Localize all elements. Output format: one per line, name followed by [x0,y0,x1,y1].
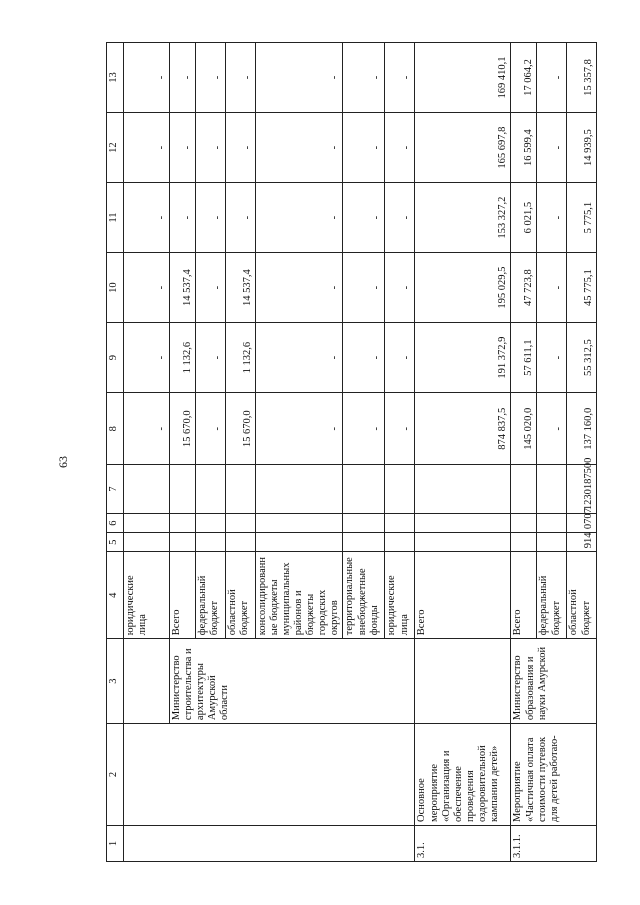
cell-value: - [226,113,256,183]
budget-table [106,42,597,862]
cell-value: - [385,43,415,113]
cell-value: - [196,113,226,183]
cell-grbs [170,533,196,552]
cell-value: 15 670,0 [226,393,256,465]
cell-source: федеральный бюджет [537,552,567,639]
cell-value: - [256,113,343,183]
cell-value: - [196,253,226,323]
cell-value: 5 775,1 [567,183,597,253]
page-number: 63 [56,456,70,468]
header-cell: 7 [107,465,124,514]
header-cell: 2 [107,724,124,826]
cell-value: 145 020,0 [511,393,537,465]
cell-value: - [343,113,385,183]
cell-rzpr [124,514,170,533]
cell-csr [537,465,567,514]
cell-value: - [124,393,170,465]
header-cell: 3 [107,639,124,724]
cell-executor: Министерство строительства и архитектуры Амурской области [170,639,415,724]
cell-grbs [343,533,385,552]
header-cell: 9 [107,323,124,393]
cell-source: юридические лица [124,552,170,639]
cell-value: 57 611,1 [511,323,537,393]
cell-value: 137 160,0 [567,393,597,465]
table-row [415,43,511,862]
cell-value: 191 372,9 [415,323,511,393]
cell-value: 153 327,2 [415,183,511,253]
cell-rzpr [343,514,385,533]
cell-grbs [196,533,226,552]
cell-value: - [226,43,256,113]
cell-rzpr [511,514,537,533]
cell-value: 15 670,0 [170,393,196,465]
cell-value: - [196,183,226,253]
cell-value: 14 537,4 [226,253,256,323]
cell-value: - [256,323,343,393]
table-row [124,43,170,862]
cell-number [124,825,415,861]
cell-value: - [385,393,415,465]
cell-value: - [385,323,415,393]
cell-source: территориальные внебюджетные фонды [343,552,385,639]
cell-source: областной бюджет [567,552,597,639]
cell-csr: 1230187500 [567,465,597,514]
cell-grbs [124,533,170,552]
cell-source: юридические лица [385,552,415,639]
cell-value: - [124,323,170,393]
cell-value: 17 064,2 [511,43,537,113]
cell-value: 55 312,5 [567,323,597,393]
cell-value: - [537,113,567,183]
cell-source: Всего [415,552,511,639]
cell-grbs [256,533,343,552]
cell-rzpr [415,514,511,533]
cell-value: - [537,253,567,323]
cell-value: 14 939,5 [567,113,597,183]
cell-value: 1 132,6 [170,323,196,393]
cell-csr [196,465,226,514]
cell-value: - [170,183,196,253]
cell-rzpr [226,514,256,533]
cell-value: 16 599,4 [511,113,537,183]
header-cell: 13 [107,43,124,113]
cell-csr [385,465,415,514]
cell-value: - [343,323,385,393]
cell-csr [343,465,385,514]
cell-rzpr [537,514,567,533]
rotated-table-container [106,42,632,862]
cell-source: областной бюджет [226,552,256,639]
cell-csr [124,465,170,514]
header-cell: 5 [107,533,124,552]
cell-source: Всего [170,552,196,639]
cell-value: - [256,183,343,253]
cell-executor: Министерство образования и науки Амурской [511,639,597,724]
cell-name [124,724,415,826]
header-row [107,43,124,862]
cell-rzpr: 0707 [567,514,597,533]
cell-value: - [343,393,385,465]
cell-rzpr [170,514,196,533]
cell-value: - [537,393,567,465]
cell-csr [226,465,256,514]
cell-value: 47 723,8 [511,253,537,323]
cell-csr [256,465,343,514]
cell-value: - [385,183,415,253]
header-cell: 8 [107,393,124,465]
cell-grbs: 914 [567,533,597,552]
cell-value: - [226,183,256,253]
cell-value: - [256,253,343,323]
cell-number: 3.1.1. [511,825,597,861]
cell-name: Основное мероприятие «Организация и обеспечение проведения оздоровительной кампании детей» [415,724,511,826]
cell-grbs [226,533,256,552]
header-cell: 1 [107,825,124,861]
cell-value: 169 410,1 [415,43,511,113]
cell-value: 1 132,6 [226,323,256,393]
header-cell: 12 [107,113,124,183]
cell-value: - [196,393,226,465]
cell-value: 6 021,5 [511,183,537,253]
cell-value: - [385,113,415,183]
table-row [511,43,537,862]
cell-grbs [385,533,415,552]
cell-value: - [343,253,385,323]
cell-value: - [124,43,170,113]
cell-value: - [170,43,196,113]
cell-value: 165 697,8 [415,113,511,183]
cell-grbs [415,533,511,552]
cell-value: - [256,393,343,465]
cell-csr [511,465,537,514]
cell-value: 45 775,1 [567,253,597,323]
cell-value: - [196,323,226,393]
cell-value: - [537,183,567,253]
cell-value: 15 357,8 [567,43,597,113]
header-cell: 6 [107,514,124,533]
cell-value: - [124,183,170,253]
cell-grbs [511,533,537,552]
cell-source: консолидированные бюджеты муниципальных районов и бюджеты городских округов [256,552,343,639]
cell-value: - [537,323,567,393]
cell-value: 14 537,4 [170,253,196,323]
header-cell: 4 [107,552,124,639]
cell-value: - [170,113,196,183]
cell-rzpr [196,514,226,533]
cell-rzpr [385,514,415,533]
cell-rzpr [256,514,343,533]
cell-executor [124,639,170,724]
cell-value: - [124,253,170,323]
cell-grbs [537,533,567,552]
cell-number: 3.1. [415,825,511,861]
cell-name: Мероприятие «Частичная оплата стоимости путевок для детей работаю- [511,724,597,826]
header-cell: 10 [107,253,124,323]
cell-value: - [385,253,415,323]
cell-value: - [343,183,385,253]
cell-csr [415,465,511,514]
cell-source: Всего [511,552,537,639]
cell-value: 195 029,5 [415,253,511,323]
header-cell: 11 [107,183,124,253]
cell-value: - [124,113,170,183]
cell-value: 874 837,5 [415,393,511,465]
cell-value: - [256,43,343,113]
cell-csr [170,465,196,514]
cell-value: - [537,43,567,113]
cell-value: - [196,43,226,113]
cell-executor [415,639,511,724]
cell-value: - [343,43,385,113]
cell-source: федеральный бюджет [196,552,226,639]
